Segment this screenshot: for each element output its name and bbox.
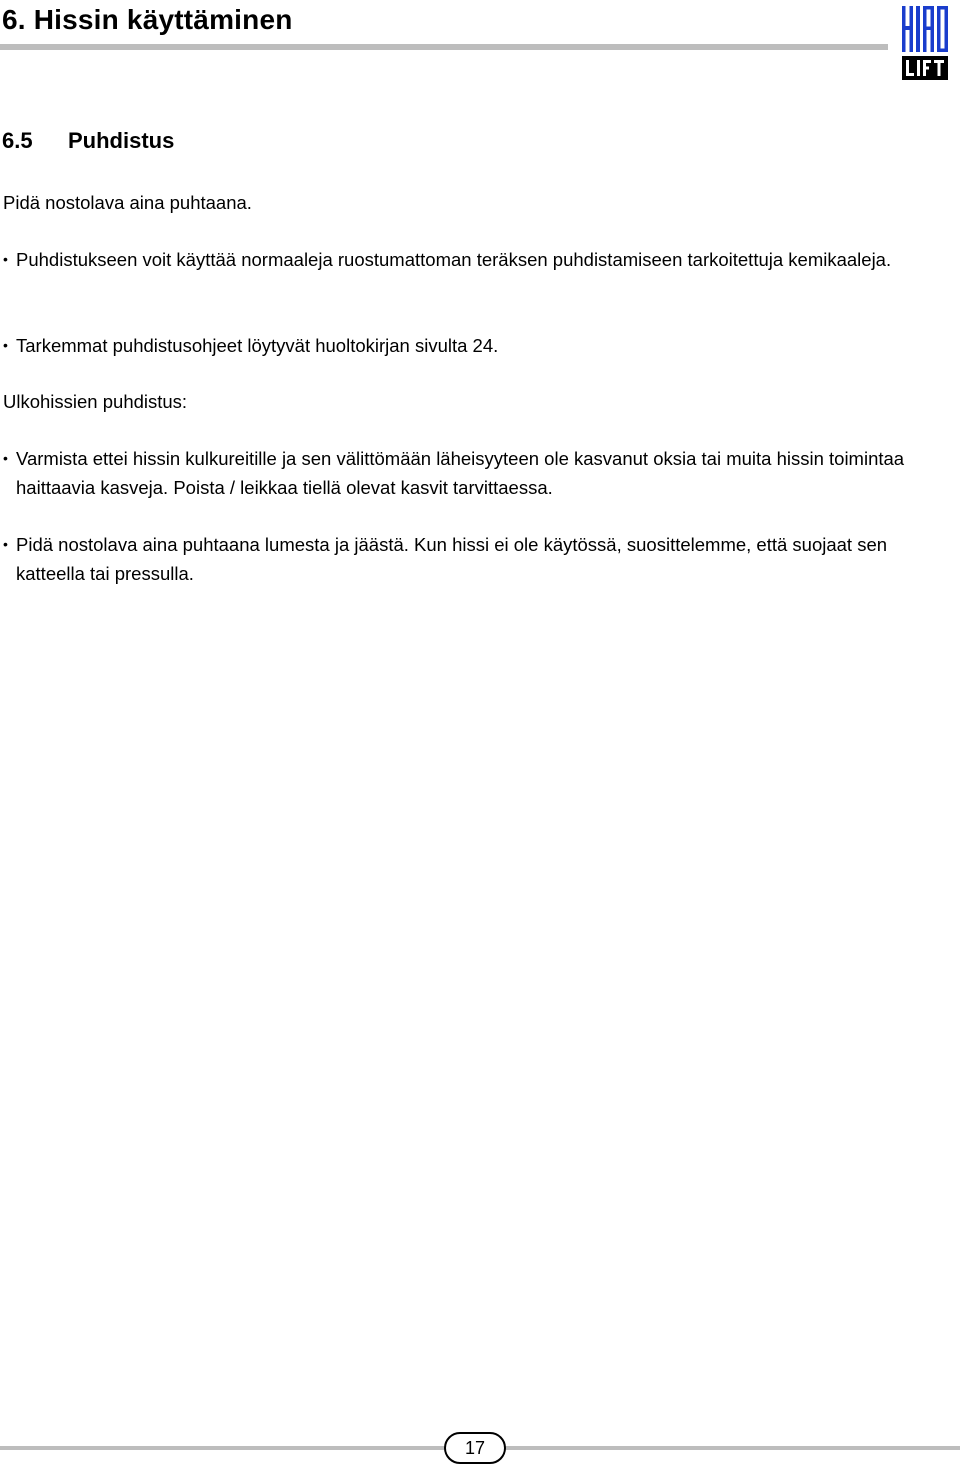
header-rule [0, 44, 888, 50]
list-item-text: Varmista ettei hissin kulkureitille ja sen välittömään läheisyyteen ole kasvanut oksia tai muita hissin toimintaa haittaavia kasveja. Poista / leikkaa tiellä olevat kasvit tarvittaessa. [16, 448, 905, 498]
intro-paragraph: Pidä nostolava aina puhtaana. [3, 192, 252, 213]
section-number: 6.5 [2, 128, 33, 153]
hiro-lift-logo [902, 6, 948, 80]
list-item [3, 530, 953, 588]
bullet-icon: • [3, 337, 8, 353]
list-item-text: Pidä nostolava aina puhtaana lumesta ja jäästä. Kun hissi ei ole käytössä, suosittelemme, että suojaat sen katteella tai pressulla. [16, 534, 888, 584]
footer-rule-left [0, 1446, 446, 1450]
logo-hiro-letters [902, 6, 948, 52]
section-title: Puhdistus [68, 128, 175, 153]
logo-lift-block [902, 56, 948, 80]
footer-rule-right [504, 1446, 960, 1450]
list-item-text: Tarkemmat puhdistusohjeet löytyvät huoltokirjan sivulta 24. [16, 335, 499, 356]
bullet-icon: • [3, 251, 8, 267]
list-item [3, 444, 953, 502]
list-item [3, 245, 953, 274]
list-item [3, 331, 953, 360]
bullet-icon: • [3, 536, 8, 552]
page-number: 17 [444, 1432, 506, 1464]
section-heading [2, 128, 174, 154]
list-item-text: Puhdistukseen voit käyttää normaaleja ruostumattoman teräksen puhdistamiseen tarkoitettuja kemikaaleja. [16, 249, 892, 270]
bullet-icon: • [3, 450, 8, 466]
chapter-title: 6. Hissin käyttäminen [2, 4, 293, 35]
subheading: Ulkohissien puhdistus: [3, 391, 188, 412]
